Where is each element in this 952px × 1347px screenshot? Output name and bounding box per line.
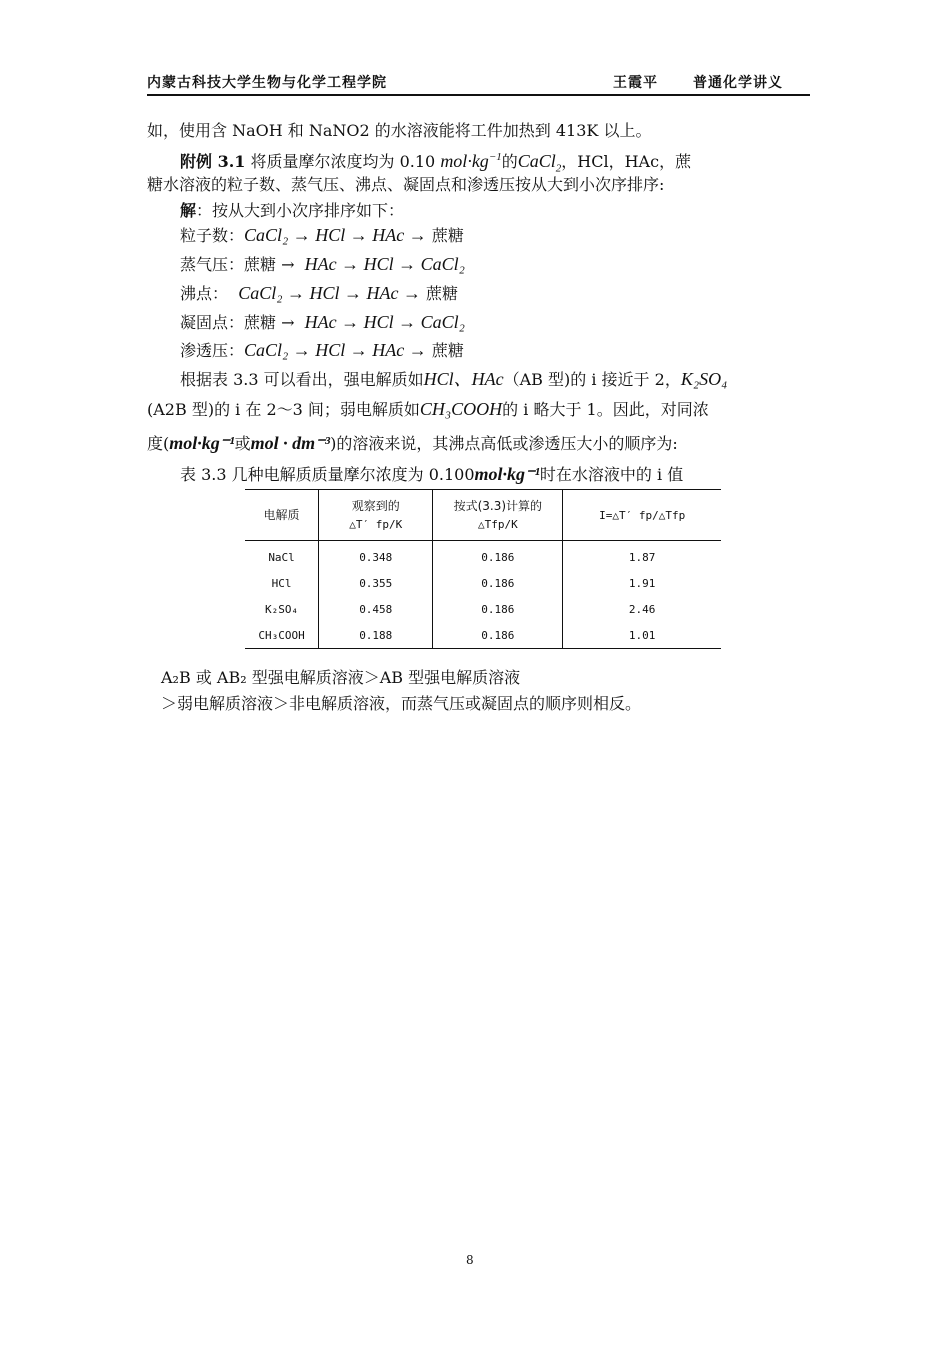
- freezing-label: 凝固点：蔗糖 →: [180, 313, 295, 332]
- solution-text: ：按从大到小次序排序如下：: [196, 201, 405, 220]
- table-row: CH₃COOH 0.188 0.186 1.01: [245, 622, 721, 649]
- electrolyte-table: [245, 489, 721, 649]
- text-line-1: 如，使用含 NaOH 和 NaNO2 的水溶液能将工件加热到 413K 以上。: [147, 121, 652, 140]
- header-i-value: I=△T′ fp/△Tfp: [563, 490, 721, 541]
- example-text-b: 的: [501, 152, 518, 171]
- conclusion-line-1: A₂B 或 AB₂ 型强电解质溶液＞AB 型强电解质溶液: [161, 668, 521, 687]
- boiling-tail: 蔗糖: [420, 284, 459, 303]
- header-electrolyte: 电解质: [245, 490, 319, 541]
- example-label: 附例 3.1: [180, 152, 246, 171]
- particles-line: [180, 224, 464, 247]
- boiling-order: CaCl₂ → HCl → HAc →: [238, 283, 421, 303]
- freezing-line: [180, 311, 465, 334]
- paragraph-line-2: (A2B 型)的 i 在 2～3 间；弱电解质如CH₃COOH的 i 略大于 1。因此，对同浓: [147, 399, 709, 419]
- solution-label: 解: [180, 201, 197, 220]
- paragraph-line-3: 度(mol·kg⁻¹或mol · dm⁻³)的溶液来说，其沸点高低或渗透压大小的顺序为:: [147, 433, 678, 453]
- table-header-row: [245, 490, 721, 541]
- text-line-3: 糖水溶液的粒子数、蒸气压、沸点、凝固点和渗透压按从大到小次序排序:: [147, 175, 665, 194]
- vapor-order: HAc → HCl → CaCl₂: [304, 254, 465, 274]
- page-header: [147, 68, 810, 94]
- particles-order: CaCl₂ → HCl → HAc →: [244, 225, 427, 245]
- osmotic-label: 渗透压：: [180, 341, 245, 360]
- vapor-label: 蒸气压：蔗糖 →: [180, 255, 295, 274]
- example-text-a: 将质量摩尔浓度均为 0.10: [245, 152, 441, 171]
- example-rest: ，HCl，HAc，蔗: [561, 152, 692, 171]
- header-course: 普通化学讲义: [693, 75, 783, 91]
- header-author: 王霞平: [613, 75, 658, 91]
- paragraph-line-1: 根据表 3.3 可以看出，强电解质如HCl、HAc（AB 型)的 i 接近于 2，K₂SO₄: [180, 369, 728, 389]
- particles-tail: 蔗糖: [426, 226, 464, 245]
- osmotic-order: CaCl₂ → HCl → HAc →: [244, 340, 427, 360]
- table-row: HCl 0.355 0.186 1.91: [245, 570, 721, 596]
- header-rule: [147, 94, 810, 96]
- header-institution: 内蒙古科技大学生物与化学工程学院: [147, 75, 387, 91]
- osmotic-tail: 蔗糖: [426, 341, 464, 360]
- conclusion-line-2: ＞弱电解质溶液＞非电解质溶液，而蒸气压或凝固点的顺序则相反。: [161, 694, 642, 713]
- osmotic-line: [180, 339, 464, 362]
- table-row: K₂SO₄ 0.458 0.186 2.46: [245, 596, 721, 622]
- example-unit: $mol\cdot kg^{-1}$: [440, 151, 502, 171]
- header-calculated: 按式(3.3)计算的 △Tfp/K: [433, 490, 563, 541]
- boiling-label: 沸点：: [180, 284, 229, 303]
- table-row: NaCl 0.348 0.186 1.87: [245, 541, 721, 571]
- solution-line: [180, 200, 404, 222]
- header-observed: 观察到的 △T′ fp/K: [319, 490, 433, 541]
- table-caption: 表 3.3 几种电解质质量摩尔浓度为 0.100mol·kg⁻¹时在水溶液中的 i 值: [180, 464, 684, 484]
- vapor-line: [180, 253, 465, 276]
- page-number: 8: [466, 1253, 474, 1267]
- boiling-line: [180, 282, 458, 305]
- example-species: CaCl$_2$: [517, 151, 562, 175]
- particles-label: 粒子数：: [180, 226, 245, 245]
- freezing-order: HAc → HCl → CaCl₂: [304, 312, 465, 332]
